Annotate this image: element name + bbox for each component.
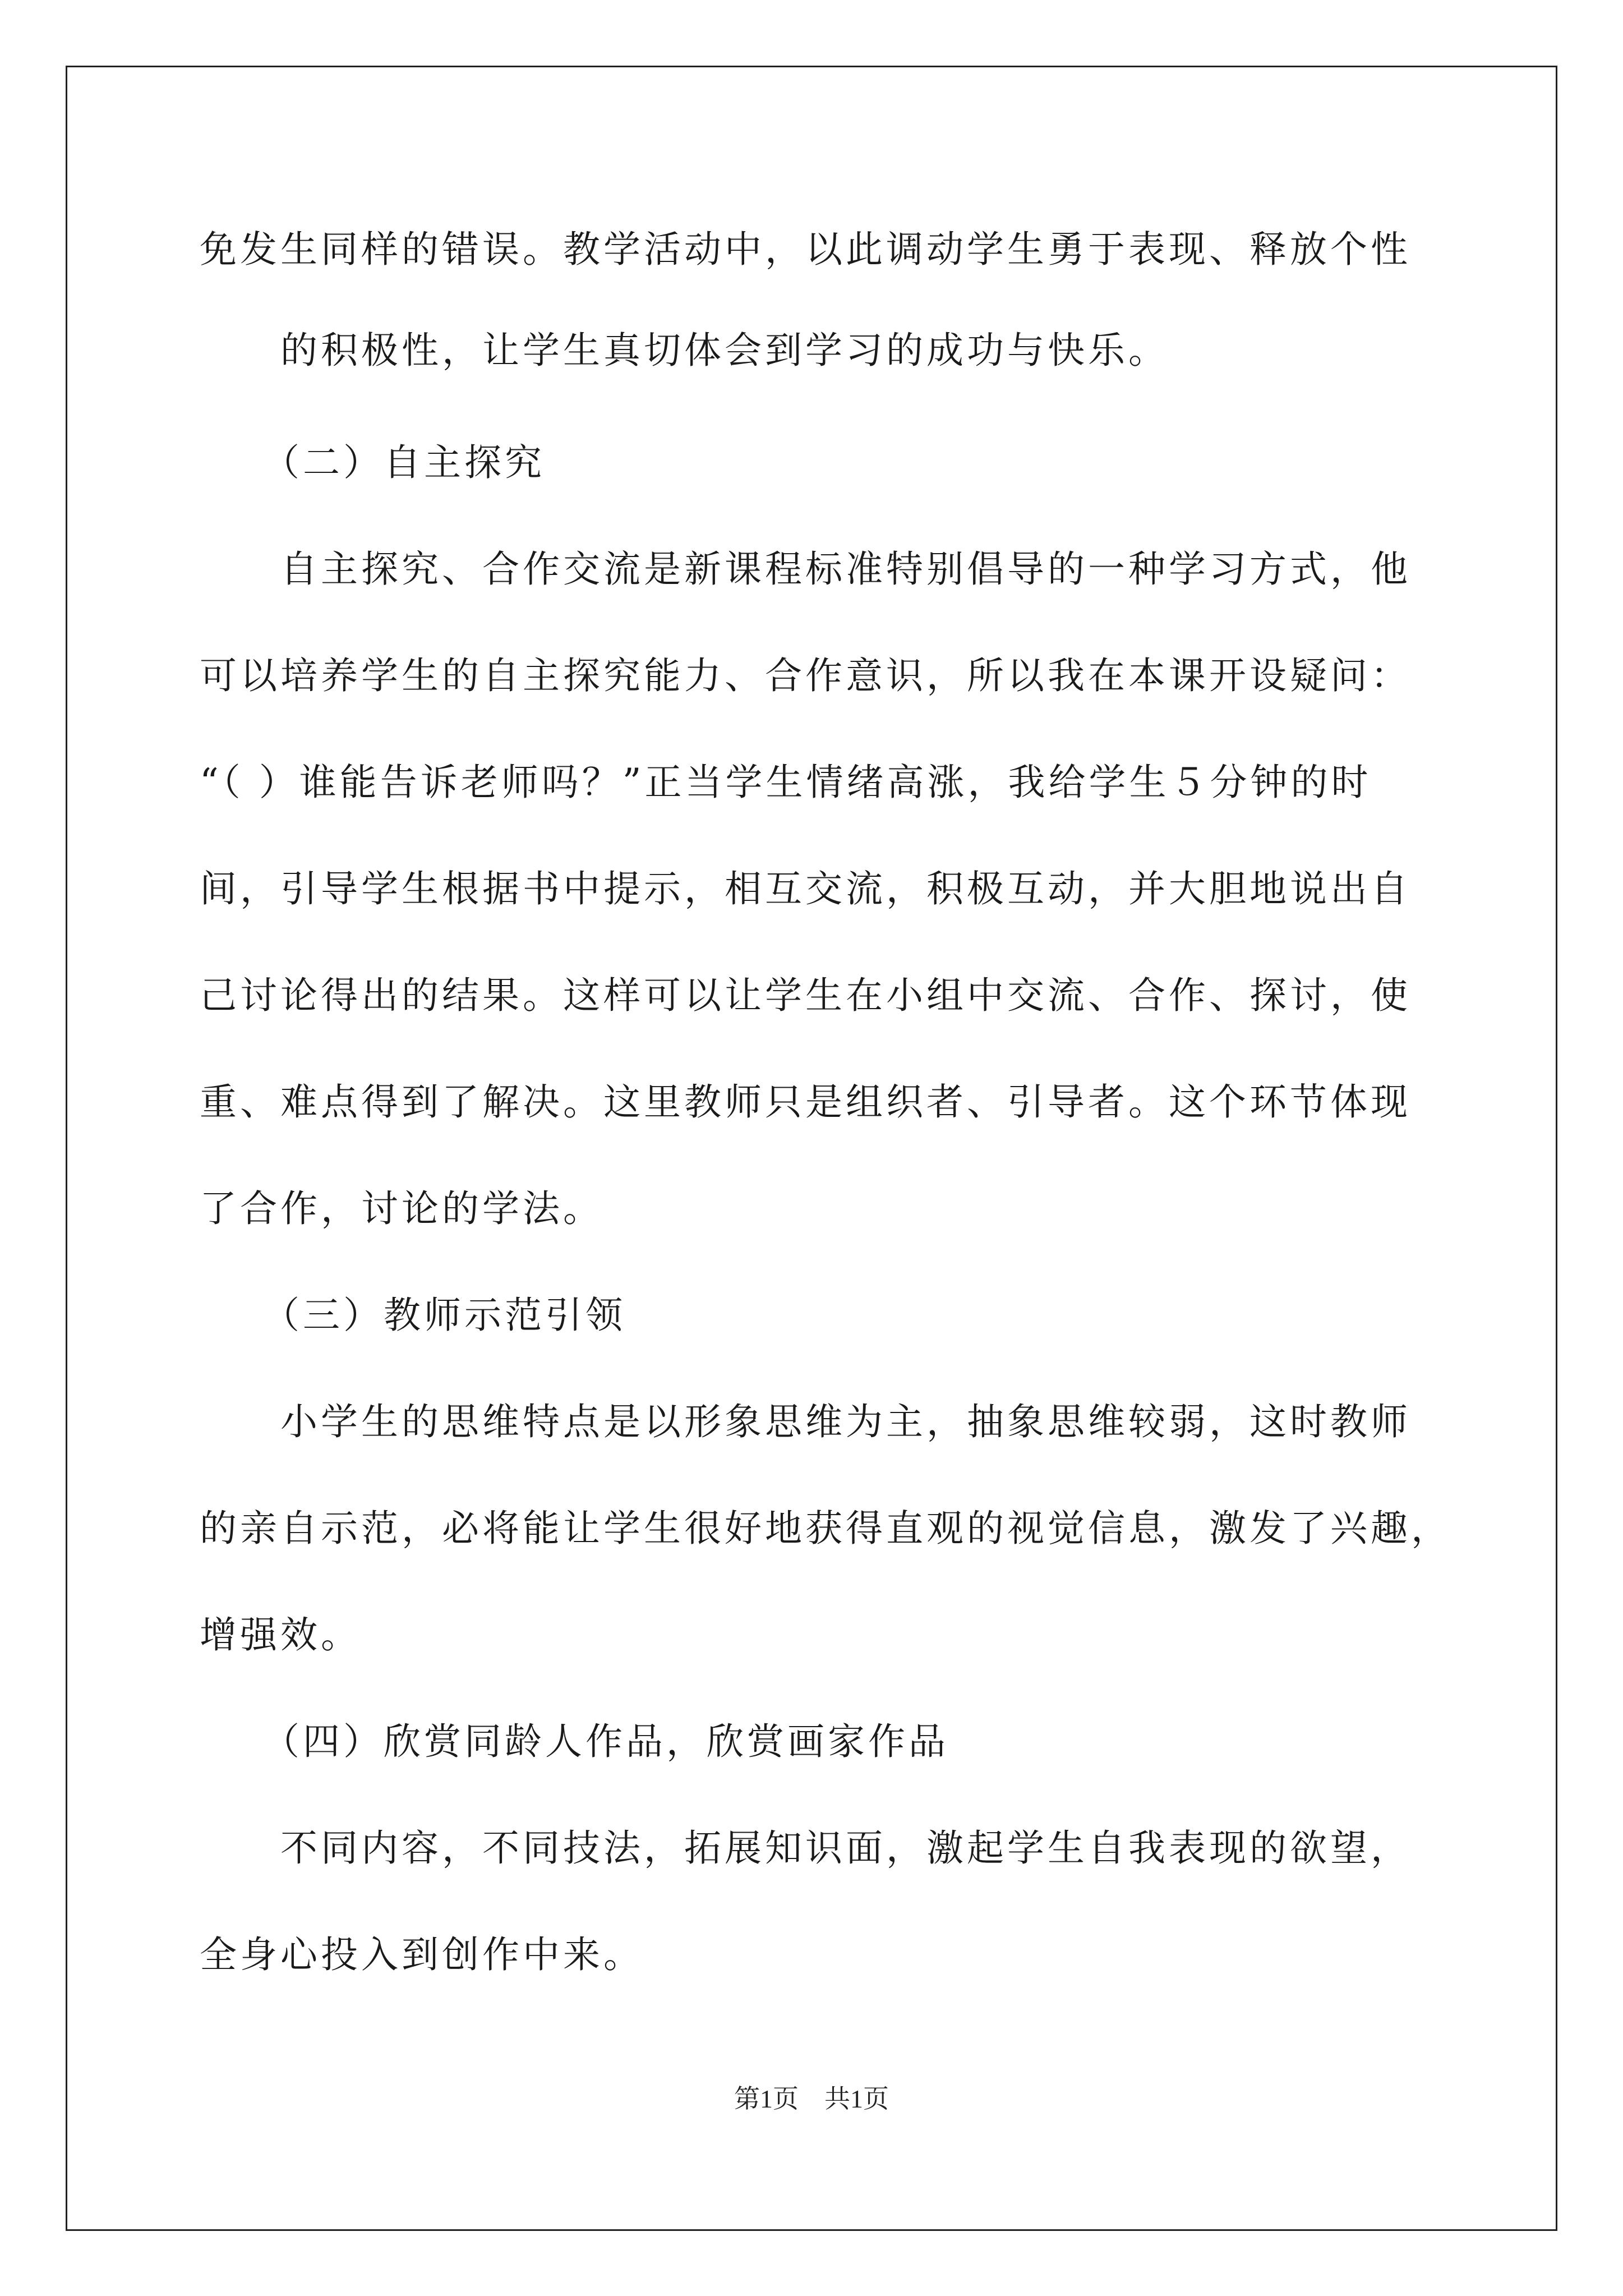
text-line: 小学生的思维特点是以形象思维为主，抽象思维较弱，这时教师 [280,1400,1411,1443]
page-footer: 第1页 共1页 [734,2085,889,2113]
text-line: “（ ）谁能告诉老师吗？”正当学生情绪高涨，我给学生５分钟的时 [200,761,1372,804]
page-frame [66,66,1557,2231]
text-line: 自主探究、合作交流是新课程标准特别倡导的一种学习方式，他 [280,547,1411,591]
text-line: 可以培养学生的自主探究能力、合作意识，所以我在本课开设疑问： [200,654,1411,697]
section-heading: （四）欣赏同龄人作品，欣赏画家作品 [262,1720,949,1763]
text-line: 己讨论得出的结果。这样可以让学生在小组中交流、合作、探讨，使 [200,974,1411,1017]
text-line: 间，引导学生根据书中提示，相互交流，积极互动，并大胆地说出自 [200,867,1411,910]
section-heading: （二）自主探究 [262,441,545,484]
section-heading: （三）教师示范引领 [262,1294,626,1337]
text-line: 重、难点得到了解决。这里教师只是组织者、引导者。这个环节体现 [200,1080,1411,1124]
text-line: 的亲自示范，必将能让学生很好地获得直观的视觉信息，激发了兴趣， [200,1507,1451,1550]
text-line: 了合作，讨论的学法。 [200,1187,603,1230]
text-line: 全身心投入到创作中来。 [200,1933,644,1976]
text-line: 的积极性，让学生真切体会到学习的成功与快乐。 [280,329,1169,372]
text-line: 增强效。 [200,1613,361,1657]
text-line: 不同内容，不同技法，拓展知识面，激起学生自我表现的欲望， [280,1826,1411,1870]
text-line: 免发生同样的错误。教学活动中，以此调动学生勇于表现、释放个性 [200,228,1411,271]
